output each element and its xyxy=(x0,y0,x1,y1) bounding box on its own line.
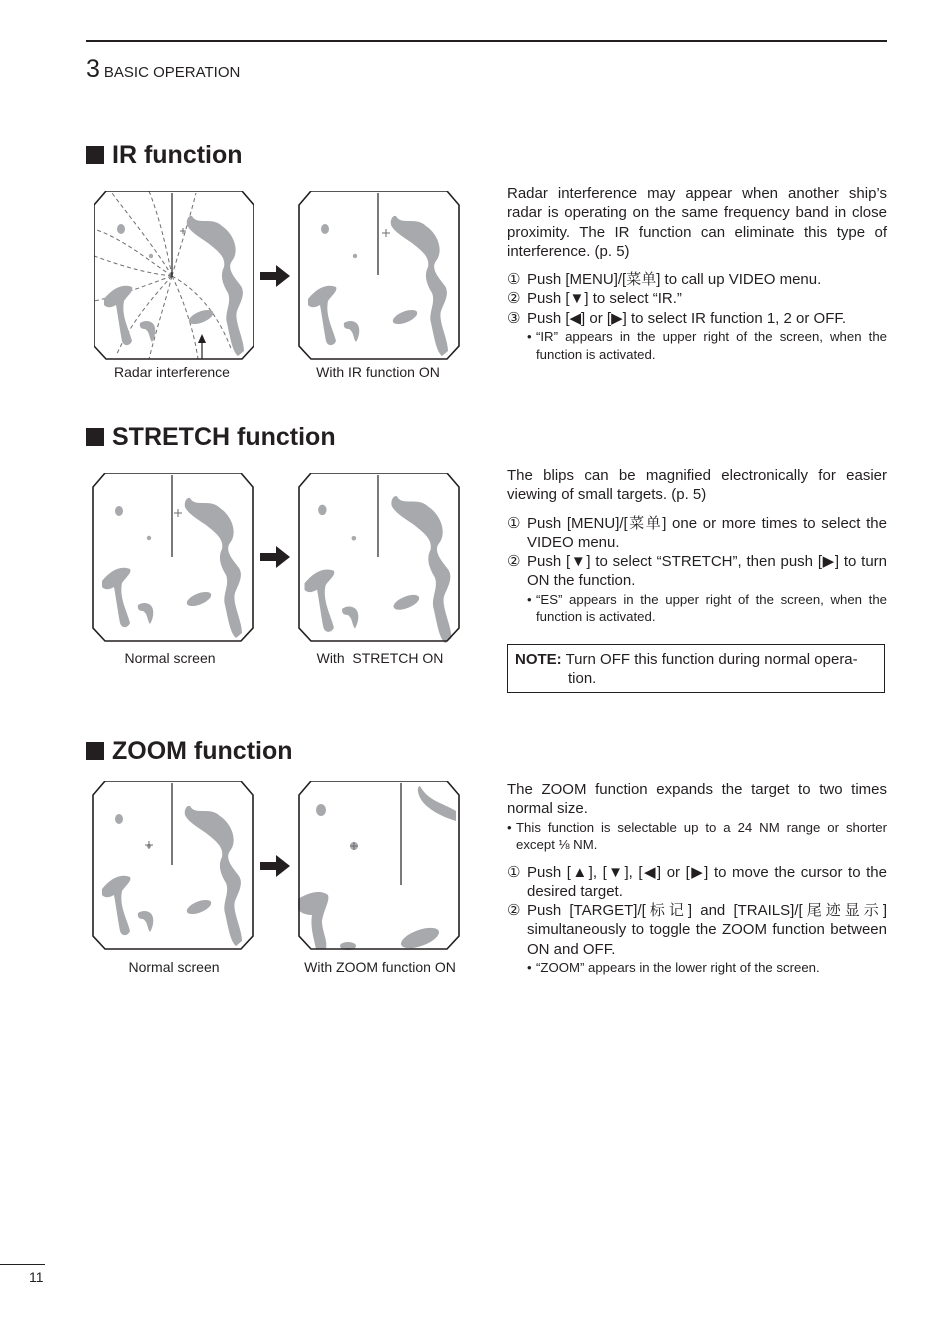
stretch-intro: The blips can be magnified electronically for easier viewing of small targets. (p. 5) xyxy=(507,467,887,504)
zoom-section-title: ZOOM function xyxy=(86,737,293,766)
square-bullet-icon xyxy=(86,428,104,446)
arrow-right-icon xyxy=(260,855,291,877)
footer-rule xyxy=(0,1264,45,1265)
zoom-left-caption: Normal screen xyxy=(128,959,220,975)
stretch-figure-on xyxy=(298,473,460,643)
stretch-step-2: ② Push [▼] to select “STRETCH”, then push [▶] to turn ON the function. xyxy=(507,553,887,590)
interference-lines xyxy=(94,191,232,359)
ir-step-2: ② Push [▼] to select “IR.” xyxy=(507,290,682,308)
stretch-step-1: ① Push [MENU]/[菜单] one or more times to select the VIDEO menu. xyxy=(507,514,887,551)
ir-left-caption: Radar interference xyxy=(114,364,230,380)
zoom-figure-normal xyxy=(92,781,254,951)
stretch-note: NOTE: Turn OFF this function during normal opera- tion. xyxy=(507,644,885,693)
zoom-right-caption: With ZOOM function ON xyxy=(304,959,456,975)
stretch-right-caption: With STRETCH ON xyxy=(316,650,444,666)
square-bullet-icon xyxy=(86,742,104,760)
zoom-intro: The ZOOM function expands the target to two times normal size. xyxy=(507,781,887,818)
arrow-right-icon xyxy=(260,546,291,568)
page-number: 11 xyxy=(29,1269,44,1285)
zoom-step-2: ② Push [TARGET]/[标记] and [TRAILS]/[尾迹显示] simultaneously to toggle the ZOOM function between ON and OFF. xyxy=(507,902,887,958)
zoom-text xyxy=(507,780,887,977)
zoom-step-1: ① Push [▲], [▼], [◀] or [▶] to move the cursor to the desired target. xyxy=(507,863,887,900)
ir-figure-with-ir-on xyxy=(298,191,460,361)
ir-intro: Radar interference may appear when another ship’s radar is operating on the same frequency band in close proximity. The IR function can eliminate this type of interference. (p. 5) xyxy=(507,185,887,260)
stretch-section-title: STRETCH function xyxy=(86,423,336,452)
arrow-right-icon xyxy=(260,265,291,287)
stretch-text xyxy=(507,466,887,626)
header-rule xyxy=(86,40,887,42)
ir-bullet: • “IR” appears in the upper right of the screen, when the function is activated. xyxy=(527,329,887,362)
square-bullet-icon xyxy=(86,146,104,164)
zoom-bullet: • “ZOOM” appears in the lower right of the screen. xyxy=(527,960,820,976)
ir-figure-radar-interference xyxy=(94,191,254,361)
ir-step-1: ① Push [MENU]/[菜单] to call up VIDEO menu. xyxy=(507,271,822,289)
ir-step-3: ③ Push [◀] or [▶] to select IR function 1, 2 or OFF. xyxy=(507,309,847,327)
note-label: NOTE: xyxy=(515,651,562,668)
ir-text xyxy=(507,184,887,363)
chapter-number: 3 xyxy=(86,55,100,83)
stretch-left-caption: Normal screen xyxy=(124,650,216,666)
stretch-bullet: • “ES” appears in the upper right of the screen, when the function is activated. xyxy=(527,591,887,625)
chapter-header xyxy=(86,55,240,84)
pointer-arrow-icon xyxy=(198,334,206,359)
chapter-title: BASIC OPERATION xyxy=(103,64,241,81)
zoom-figure-on xyxy=(298,781,460,951)
zoom-intro-bullet: • This function is selectable up to a 24 NM range or shorter except ⅛ NM. xyxy=(507,819,887,853)
stretch-figure-normal xyxy=(92,473,254,643)
ir-section-title: IR function xyxy=(86,141,243,170)
ir-right-caption: With IR function ON xyxy=(316,364,440,380)
